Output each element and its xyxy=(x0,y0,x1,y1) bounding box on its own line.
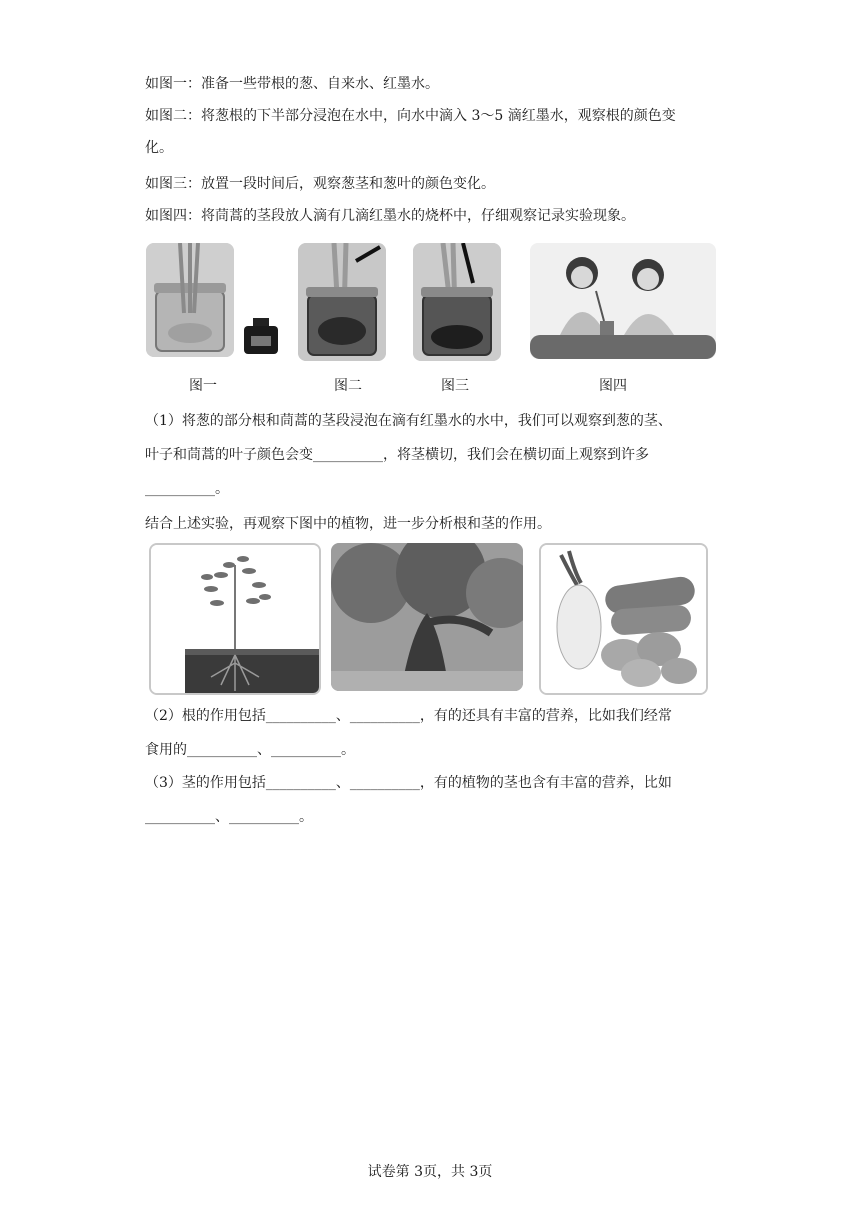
question-1-line1: （1）将葱的部分根和茼蒿的茎段浸泡在滴有红墨水的水中，我们可以观察到葱的茎、 xyxy=(145,413,672,429)
intro-fig1: 如图一：准备一些带根的葱、自来水、红墨水。 xyxy=(145,76,439,92)
figure-3-jar-photo xyxy=(413,243,501,361)
intro-fig2-line1: 如图二：将葱根的下半部分浸泡在水中，向水中滴入 3～5 滴红墨水，观察根的颜色变 xyxy=(145,108,676,124)
radish-carrot-potato-photo xyxy=(539,543,708,695)
intro-fig3: 如图三：放置一段时间后，观察葱茎和葱叶的颜色变化。 xyxy=(145,176,495,192)
sapling-with-roots-photo xyxy=(149,543,321,695)
caption-figure-2: 图二 xyxy=(334,378,362,394)
figure-4-students-photo xyxy=(530,243,716,359)
caption-figure-3: 图三 xyxy=(441,378,469,394)
caption-figure-4: 图四 xyxy=(599,378,627,394)
question-3-line1: （3）茎的作用包括__________、__________，有的植物的茎也含有丰富的营养，比如 xyxy=(145,775,672,791)
figure-1-jar-photo xyxy=(146,243,234,357)
caption-figure-1: 图一 xyxy=(189,378,217,394)
old-tree-photo xyxy=(331,543,523,691)
question-3-line2: __________、__________。 xyxy=(145,809,313,825)
combine-instruction: 结合上述实验，再观察下图中的植物，进一步分析根和茎的作用。 xyxy=(145,516,551,532)
ink-bottle-icon xyxy=(241,316,281,356)
page-footer: 试卷第 3页，共 3页 xyxy=(367,1164,493,1180)
question-2-line1: （2）根的作用包括__________、__________，有的还具有丰富的营养，比如我们经常 xyxy=(145,708,672,724)
intro-fig2-line2: 化。 xyxy=(145,140,173,156)
question-1-line3: __________。 xyxy=(145,481,229,497)
figure-2-jar-photo xyxy=(298,243,386,361)
question-2-line2: 食用的__________、__________。 xyxy=(145,742,355,758)
intro-fig4: 如图四：将茼蒿的茎段放人滴有几滴红墨水的烧杯中，仔细观察记录实验现象。 xyxy=(145,208,635,224)
question-1-line2: 叶子和茼蒿的叶子颜色会变__________，将茎横切，我们会在横切面上观察到许多 xyxy=(145,447,649,463)
